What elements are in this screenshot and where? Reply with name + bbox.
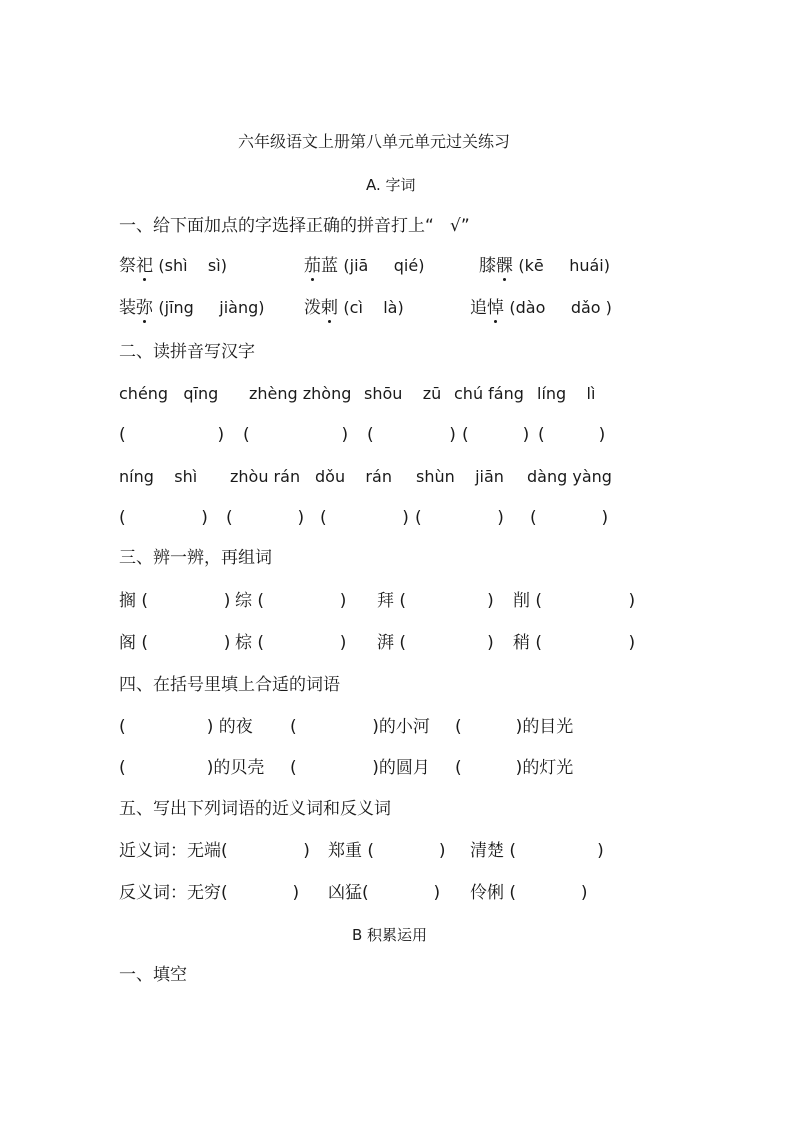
answer-blank[interactable]: ( ) xyxy=(538,425,606,445)
q3-heading: 三、辨一辨，再组词 xyxy=(119,548,272,568)
phrase-item: ( )的目光 xyxy=(455,717,574,737)
q4-heading: 四、在括号里填上合适的词语 xyxy=(119,675,340,695)
pinyin-prompt: líng lì xyxy=(537,384,596,403)
answer-blank[interactable]: ( ) xyxy=(320,508,409,528)
pinyin-prompt: dàng yàng xyxy=(527,467,612,486)
answer-blank[interactable]: ( ) xyxy=(226,508,305,528)
section-a-heading: A. 字词 xyxy=(366,176,416,194)
page-title: 六年级语文上册第八单元单元过关练习 xyxy=(238,132,511,151)
pinyin-prompt: zhèng zhòng xyxy=(249,384,352,403)
q1-item: 祭祀 (shì sì) xyxy=(119,256,227,276)
phrase-item: ( )的小河 xyxy=(290,717,430,737)
answer-blank[interactable]: ( ) xyxy=(462,425,530,445)
char-item: 棕 ( ) xyxy=(235,633,347,653)
char-item: 拜 ( ) xyxy=(377,591,494,611)
section-b-heading: B 积累运用 xyxy=(352,926,428,944)
q1-item: 追悼 (dào dǎo ) xyxy=(470,298,612,318)
synonym-item: 近义词：无端( ) xyxy=(119,841,310,861)
phrase-item: ( ) 的夜 xyxy=(119,717,253,737)
b1-heading: 一、填空 xyxy=(119,965,187,985)
char-item: 阁 ( ) xyxy=(119,633,231,653)
phrase-item: ( )的圆月 xyxy=(290,758,430,778)
q2-heading: 二、读拼音写汉字 xyxy=(119,342,255,362)
antonym-item: 伶俐 ( ) xyxy=(470,883,588,903)
pinyin-prompt: chéng qīng xyxy=(119,384,219,403)
pinyin-prompt: zhòu rán xyxy=(230,467,301,486)
answer-blank[interactable]: ( ) xyxy=(530,508,609,528)
antonym-item: 反义词：无穷( ) xyxy=(119,883,300,903)
pinyin-prompt: dǒu rán xyxy=(315,467,392,486)
synonym-item: 郑重 ( ) xyxy=(328,841,446,861)
q1-heading: 一、给下面加点的字选择正确的拼音打上“ √” xyxy=(119,216,470,236)
q5-heading: 五、写出下列词语的近义词和反义词 xyxy=(119,799,391,819)
q1-item: 装弥 (jīng jiàng) xyxy=(119,298,265,318)
q1-item: 泼剌 (cì là) xyxy=(304,298,404,318)
q1-item: 膝髁 (kē huái) xyxy=(479,256,610,276)
char-item: 湃 ( ) xyxy=(377,633,494,653)
answer-blank[interactable]: ( ) xyxy=(119,425,225,445)
answer-blank[interactable]: ( ) xyxy=(119,508,208,528)
answer-blank[interactable]: ( ) xyxy=(367,425,456,445)
pinyin-prompt: shùn jiān xyxy=(416,467,504,486)
pinyin-prompt: chú fáng xyxy=(454,384,524,403)
phrase-item: ( )的贝壳 xyxy=(119,758,265,778)
char-item: 削 ( ) xyxy=(513,591,636,611)
phrase-item: ( )的灯光 xyxy=(455,758,574,778)
pinyin-prompt: shōu zū xyxy=(364,384,442,403)
char-item: 稍 ( ) xyxy=(513,633,636,653)
char-item: 搁 ( ) xyxy=(119,591,231,611)
synonym-item: 清楚 ( ) xyxy=(470,841,604,861)
char-item: 综 ( ) xyxy=(235,591,347,611)
pinyin-prompt: níng shì xyxy=(119,467,198,486)
q1-item: 茄蓝 (jiā qié) xyxy=(304,256,425,276)
answer-blank[interactable]: ( ) xyxy=(243,425,349,445)
antonym-item: 凶猛( ) xyxy=(328,883,441,903)
answer-blank[interactable]: ( ) xyxy=(415,508,504,528)
